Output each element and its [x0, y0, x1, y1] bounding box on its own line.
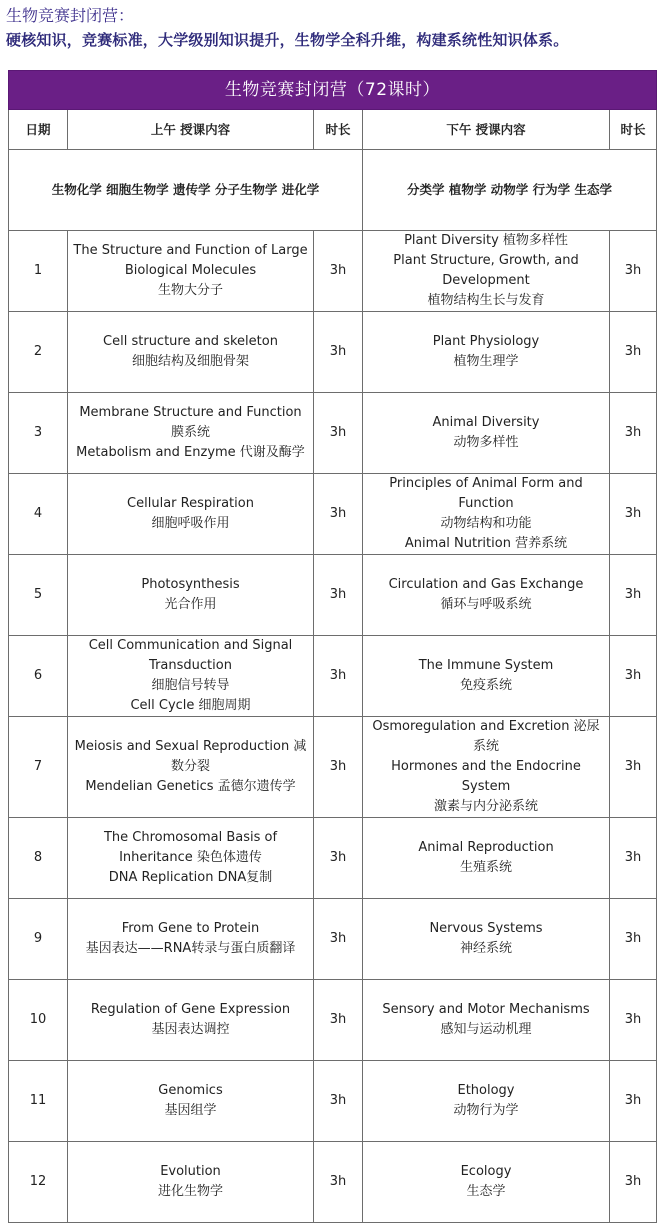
afternoon-lesson-line: 感知与运动机理	[440, 1022, 532, 1037]
morning-duration: 3h	[314, 312, 363, 393]
day-cell: 9	[9, 899, 68, 980]
afternoon-duration: 3h	[610, 474, 657, 555]
afternoon-lesson	[363, 717, 610, 818]
afternoon-lesson	[363, 231, 610, 312]
afternoon-duration: 3h	[610, 636, 657, 717]
day-cell: 7	[9, 717, 68, 818]
morning-lesson-line: Cell Cycle 细胞周期	[130, 698, 251, 713]
day-cell: 11	[9, 1061, 68, 1142]
morning-lesson	[68, 312, 314, 393]
morning-lesson-line: Cell Communication and Signal Transduction	[88, 638, 293, 673]
afternoon-duration: 3h	[610, 231, 657, 312]
day-cell: 10	[9, 980, 68, 1061]
morning-lesson	[68, 1061, 314, 1142]
morning-duration: 3h	[314, 1061, 363, 1142]
morning-duration: 3h	[314, 899, 363, 980]
day-cell: 1	[9, 231, 68, 312]
morning-lesson-line: 光合作用	[164, 597, 217, 612]
morning-lesson-line: 进化生物学	[157, 1184, 223, 1199]
afternoon-lesson-line: 植物生理学	[453, 354, 519, 369]
morning-lesson-line: The Chromosomal Basis of Inheritance 染色体遗传	[103, 830, 278, 865]
table-title-row	[9, 71, 657, 110]
afternoon-lesson-line: Plant Structure, Growth, and Development	[393, 253, 579, 288]
afternoon-duration: 3h	[610, 312, 657, 393]
morning-duration: 3h	[314, 231, 363, 312]
table-row	[9, 980, 657, 1061]
morning-lesson-line: Metabolism and Enzyme 代谢及酶学	[76, 445, 305, 460]
morning-lesson	[68, 980, 314, 1061]
table-row	[9, 1061, 657, 1142]
morning-lesson	[68, 393, 314, 474]
morning-duration: 3h	[314, 980, 363, 1061]
day-cell: 6	[9, 636, 68, 717]
afternoon-lesson-line: Ethology	[457, 1083, 515, 1098]
afternoon-duration: 3h	[610, 899, 657, 980]
afternoon-lesson-line: 神经系统	[459, 941, 512, 956]
afternoon-lesson-line: 植物结构生长与发育	[427, 293, 545, 308]
table-row	[9, 312, 657, 393]
afternoon-lesson-line: Plant Physiology	[432, 334, 540, 349]
afternoon-duration: 3h	[610, 717, 657, 818]
table-title: 生物竞赛封闭营（72课时）	[9, 71, 657, 110]
table-row	[9, 818, 657, 899]
afternoon-lesson	[363, 555, 610, 636]
morning-lesson-line: DNA Replication DNA复制	[108, 870, 273, 885]
morning-lesson-line: 细胞结构及细胞骨架	[131, 354, 249, 369]
morning-lesson-line: 基因表达调控	[151, 1022, 230, 1037]
afternoon-duration: 3h	[610, 1142, 657, 1223]
afternoon-lesson	[363, 636, 610, 717]
afternoon-lesson-line: Ecology	[460, 1164, 512, 1179]
morning-lesson-line: 生物大分子	[157, 283, 223, 298]
morning-duration: 3h	[314, 636, 363, 717]
morning-duration: 3h	[314, 717, 363, 818]
table-row	[9, 636, 657, 717]
afternoon-lesson-line: 生态学	[466, 1184, 506, 1199]
morning-lesson	[68, 717, 314, 818]
table-row	[9, 393, 657, 474]
afternoon-duration: 3h	[610, 1061, 657, 1142]
header-morning: 上午 授课内容	[68, 110, 314, 150]
afternoon-lesson	[363, 393, 610, 474]
table-row	[9, 231, 657, 312]
header-day: 日期	[9, 110, 68, 150]
afternoon-lesson	[363, 312, 610, 393]
intro-block	[6, 4, 663, 52]
day-cell: 4	[9, 474, 68, 555]
morning-lesson	[68, 231, 314, 312]
afternoon-lesson-line: Animal Reproduction	[418, 840, 554, 855]
afternoon-duration: 3h	[610, 818, 657, 899]
afternoon-lesson-line: 激素与内分泌系统	[433, 799, 538, 814]
day-cell: 5	[9, 555, 68, 636]
morning-lesson-line: 基因组学	[164, 1103, 217, 1118]
afternoon-lesson-line: 动物结构和功能	[440, 516, 532, 531]
afternoon-lesson	[363, 1061, 610, 1142]
table-row	[9, 1142, 657, 1223]
table-header-row	[9, 110, 657, 150]
morning-lesson-line: Cell structure and skeleton	[103, 334, 278, 349]
afternoon-lesson	[363, 818, 610, 899]
morning-lesson-line: 基因表达——RNA转录与蛋白质翻译	[85, 941, 296, 956]
header-morning-duration: 时长	[314, 110, 363, 150]
schedule-table	[8, 70, 657, 1223]
morning-duration: 3h	[314, 555, 363, 636]
morning-lesson	[68, 818, 314, 899]
morning-duration: 3h	[314, 393, 363, 474]
afternoon-lesson-line: 生殖系统	[459, 860, 512, 875]
morning-lesson	[68, 555, 314, 636]
afternoon-duration: 3h	[610, 980, 657, 1061]
table-row	[9, 717, 657, 818]
morning-subjects: 生物化学 细胞生物学 遗传学 分子生物学 进化学	[9, 150, 363, 231]
morning-duration: 3h	[314, 474, 363, 555]
table-row	[9, 555, 657, 636]
afternoon-lesson-line: Animal Diversity	[432, 415, 540, 430]
afternoon-duration: 3h	[610, 555, 657, 636]
afternoon-lesson-line: Sensory and Motor Mechanisms	[382, 1002, 590, 1017]
morning-lesson-line: Cellular Respiration	[127, 496, 254, 511]
afternoon-lesson-line: 动物多样性	[453, 435, 519, 450]
afternoon-lesson-line: Principles of Animal Form and Function	[389, 476, 583, 511]
morning-duration: 3h	[314, 1142, 363, 1223]
intro-title: 生物竞赛封闭营：	[6, 6, 135, 25]
afternoon-subjects: 分类学 植物学 动物学 行为学 生态学	[363, 150, 657, 231]
morning-lesson	[68, 636, 314, 717]
morning-lesson-line: Photosynthesis	[141, 577, 240, 592]
morning-duration: 3h	[314, 818, 363, 899]
morning-lesson-line: Regulation of Gene Expression	[90, 1002, 291, 1017]
afternoon-lesson-line: 动物行为学	[453, 1103, 519, 1118]
afternoon-lesson-line: Osmoregulation and Excretion 泌尿系统	[372, 719, 600, 754]
morning-lesson	[68, 1142, 314, 1223]
afternoon-lesson-line: Hormones and the Endocrine System	[391, 759, 581, 794]
day-cell: 2	[9, 312, 68, 393]
afternoon-lesson	[363, 980, 610, 1061]
morning-lesson-line: Meiosis and Sexual Reproduction 减数分裂	[74, 739, 307, 774]
morning-lesson-line: Mendelian Genetics 孟德尔遗传学	[85, 779, 296, 794]
afternoon-lesson	[363, 1142, 610, 1223]
afternoon-lesson	[363, 474, 610, 555]
morning-lesson-line: 细胞信号转导	[151, 678, 230, 693]
afternoon-lesson-line: The Immune System	[418, 658, 554, 673]
afternoon-lesson-line: 免疫系统	[459, 678, 512, 693]
table-row	[9, 899, 657, 980]
intro-description: 硬核知识，竞赛标准，大学级别知识提升，生物学全科升维，构建系统性知识体系。	[6, 31, 569, 49]
day-cell: 8	[9, 818, 68, 899]
morning-lesson-line: 细胞呼吸作用	[151, 516, 230, 531]
morning-lesson-line: From Gene to Protein	[121, 921, 260, 936]
morning-lesson	[68, 899, 314, 980]
afternoon-lesson-line: Plant Diversity 植物多样性	[404, 233, 568, 248]
morning-lesson-line: Evolution	[160, 1164, 221, 1179]
afternoon-lesson-line: 循环与呼吸系统	[440, 597, 532, 612]
header-afternoon-duration: 时长	[610, 110, 657, 150]
afternoon-lesson-line: Animal Nutrition 营养系统	[404, 536, 568, 551]
morning-lesson-line: The Structure and Function of Large Biological Molecules	[73, 243, 308, 278]
table-row	[9, 474, 657, 555]
afternoon-lesson	[363, 899, 610, 980]
morning-lesson	[68, 474, 314, 555]
afternoon-lesson-line: Nervous Systems	[429, 921, 543, 936]
afternoon-lesson-line: Circulation and Gas Exchange	[388, 577, 584, 592]
morning-lesson-line: Genomics	[158, 1083, 223, 1098]
header-afternoon: 下午 授课内容	[363, 110, 610, 150]
subjects-row	[9, 150, 657, 231]
afternoon-duration: 3h	[610, 393, 657, 474]
day-cell: 12	[9, 1142, 68, 1223]
morning-lesson-line: Membrane Structure and Function 膜系统	[79, 405, 302, 440]
day-cell: 3	[9, 393, 68, 474]
